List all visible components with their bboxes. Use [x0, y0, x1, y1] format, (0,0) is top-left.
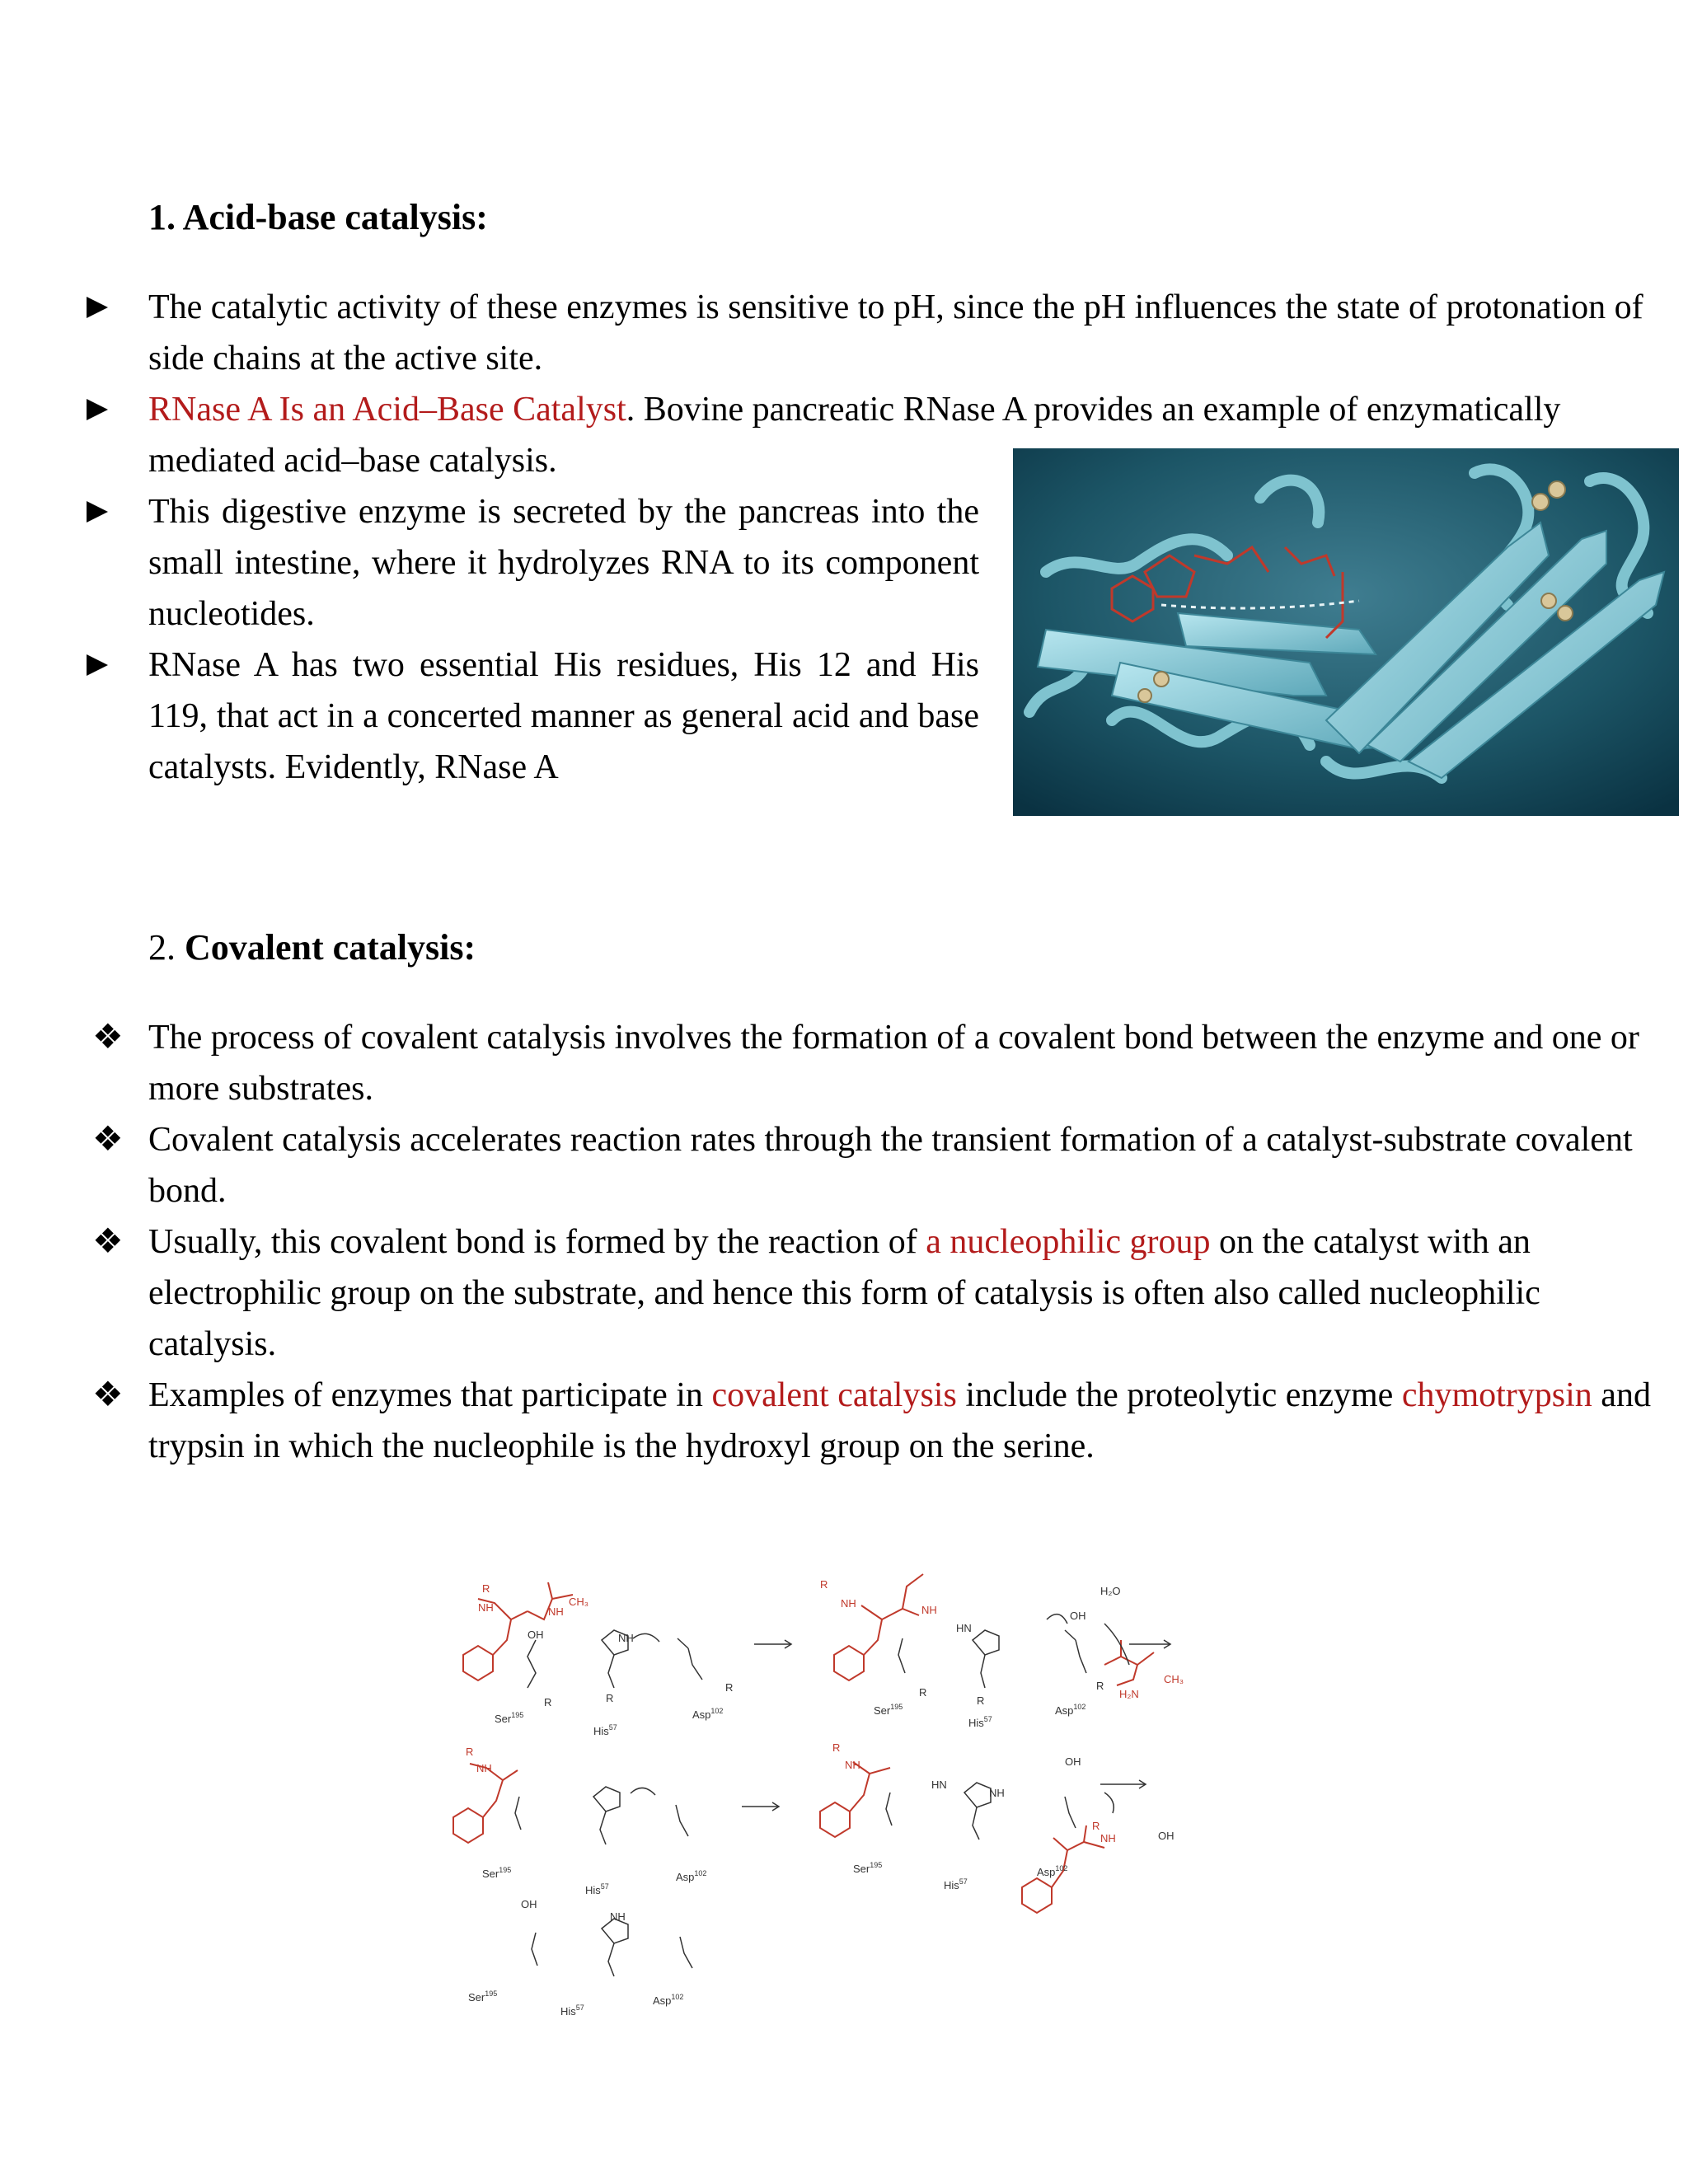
svg-text:Asp102: Asp$^{102}$	[653, 1993, 684, 2007]
svg-text:NH: NH	[845, 1759, 860, 1771]
svg-text:Asp102: Asp$^{102}$	[1037, 1864, 1068, 1878]
svg-text:H₂N: H₂N	[1119, 1688, 1139, 1700]
svg-text:Asp102: Asp$^{102}$	[692, 1707, 724, 1721]
svg-text:Asp102: Asp$^{102}$	[676, 1869, 707, 1883]
svg-text:Ser195: Ser$^{195}$	[468, 1990, 498, 2004]
svg-text:OH: OH	[1158, 1830, 1175, 1842]
list-item: ❖ Usually, this covalent bond is formed by the reaction of a nucleophilic group on the catalyst with an electrophilic group on the substrate, and hence this form of catalysis is often also called nucleophilic catalysis.	[47, 1216, 1667, 1370]
svg-text:Ser195: Ser$^{195}$	[495, 1711, 524, 1725]
arrow-bullet-icon	[87, 640, 136, 691]
chymotrypsin-mechanism-scheme	[445, 1549, 1269, 2019]
svg-text:OH: OH	[521, 1898, 537, 1910]
section2-list	[92, 1012, 1651, 1472]
rnase-a-structure-image	[1013, 448, 1679, 816]
svg-text:NH: NH	[841, 1597, 856, 1610]
svg-text:HN: HN	[931, 1779, 947, 1791]
list-item: RNase A has two essential His residues, His 12 and His 119, that act in a concerted manner as general acid and base catalysts. Evidently, RNase A	[47, 640, 979, 793]
svg-text:His57: His$^{57}$	[585, 1882, 609, 1896]
arrow-bullet-icon	[87, 282, 136, 333]
svg-text:NH: NH	[1100, 1832, 1116, 1844]
svg-text:Asp102: Asp$^{102}$	[1055, 1703, 1086, 1717]
svg-text:NH: NH	[548, 1605, 564, 1618]
svg-text:Ser195: Ser$^{195}$	[874, 1703, 903, 1717]
svg-text:R: R	[482, 1582, 490, 1595]
svg-text:R: R	[725, 1681, 734, 1694]
svg-text:His57: His$^{57}$	[944, 1877, 968, 1891]
svg-text:CH₃: CH₃	[1164, 1673, 1184, 1685]
svg-text:OH: OH	[1065, 1755, 1081, 1768]
svg-text:NH: NH	[610, 1910, 626, 1923]
svg-text:R: R	[544, 1696, 552, 1708]
svg-text:NH: NH	[618, 1632, 634, 1644]
list-item: RNase A Is an Acid–Base Catalyst. Bovine pancreatic RNase A provides an example of enzymatically mediated acid–base catalysis.	[47, 384, 1659, 486]
svg-text:OH: OH	[1070, 1610, 1086, 1622]
list-item: ❖ Covalent catalysis accelerates reaction rates through the transient formation of a catalyst-substrate covalent bond.	[47, 1114, 1667, 1216]
arrow-bullet-icon	[87, 486, 136, 537]
section1-list-narrow	[47, 486, 979, 793]
svg-text:CH₃: CH₃	[569, 1596, 589, 1608]
svg-text:NH: NH	[476, 1762, 492, 1774]
svg-text:R: R	[832, 1741, 841, 1754]
svg-text:R: R	[466, 1746, 474, 1758]
list-item: This digestive enzyme is secreted by the pancreas into the small intestine, where it hydrolyzes RNA to its component nucleotides.	[47, 486, 979, 640]
diamond-bullet-icon: ❖	[92, 1376, 124, 1414]
diamond-bullet-icon: ❖	[92, 1019, 124, 1057]
svg-text:HN: HN	[956, 1622, 972, 1634]
list-item: The catalytic activity of these enzymes is sensitive to pH, since the pH influences the state of protonation of side chains at the active site.	[47, 282, 1659, 384]
svg-text:R: R	[1092, 1820, 1100, 1832]
svg-text:NH: NH	[989, 1787, 1005, 1799]
svg-text:R: R	[919, 1686, 927, 1699]
svg-text:Ser195: Ser$^{195}$	[482, 1866, 512, 1880]
svg-text:NH: NH	[478, 1601, 494, 1614]
svg-text:R: R	[977, 1694, 985, 1707]
svg-text:Ser195: Ser$^{195}$	[853, 1861, 883, 1875]
svg-text:R: R	[606, 1692, 614, 1704]
list-item: ❖ The process of covalent catalysis involves the formation of a covalent bond between the enzyme and one or more substrates.	[47, 1012, 1667, 1114]
list-item: ❖ Examples of enzymes that participate in covalent catalysis include the proteolytic enzyme chymotrypsin and trypsin in which the nucleophile is the hydroxyl group on the serine.	[47, 1370, 1667, 1472]
diamond-bullet-icon: ❖	[92, 1121, 124, 1159]
section1-heading: 1. Acid-base catalysis:	[148, 197, 488, 237]
svg-text:His57: His$^{57}$	[560, 2004, 584, 2018]
svg-text:R: R	[820, 1578, 828, 1591]
svg-text:OH: OH	[528, 1629, 544, 1641]
svg-text:R: R	[1096, 1680, 1104, 1692]
svg-text:His57: His$^{57}$	[593, 1723, 617, 1737]
section2-heading: 2. Covalent catalysis:	[148, 927, 476, 968]
svg-text:His57: His$^{57}$	[968, 1715, 992, 1729]
diamond-bullet-icon: ❖	[92, 1223, 124, 1261]
svg-text:H₂O: H₂O	[1100, 1585, 1121, 1597]
svg-text:NH: NH	[921, 1604, 937, 1616]
arrow-bullet-icon	[87, 384, 136, 435]
